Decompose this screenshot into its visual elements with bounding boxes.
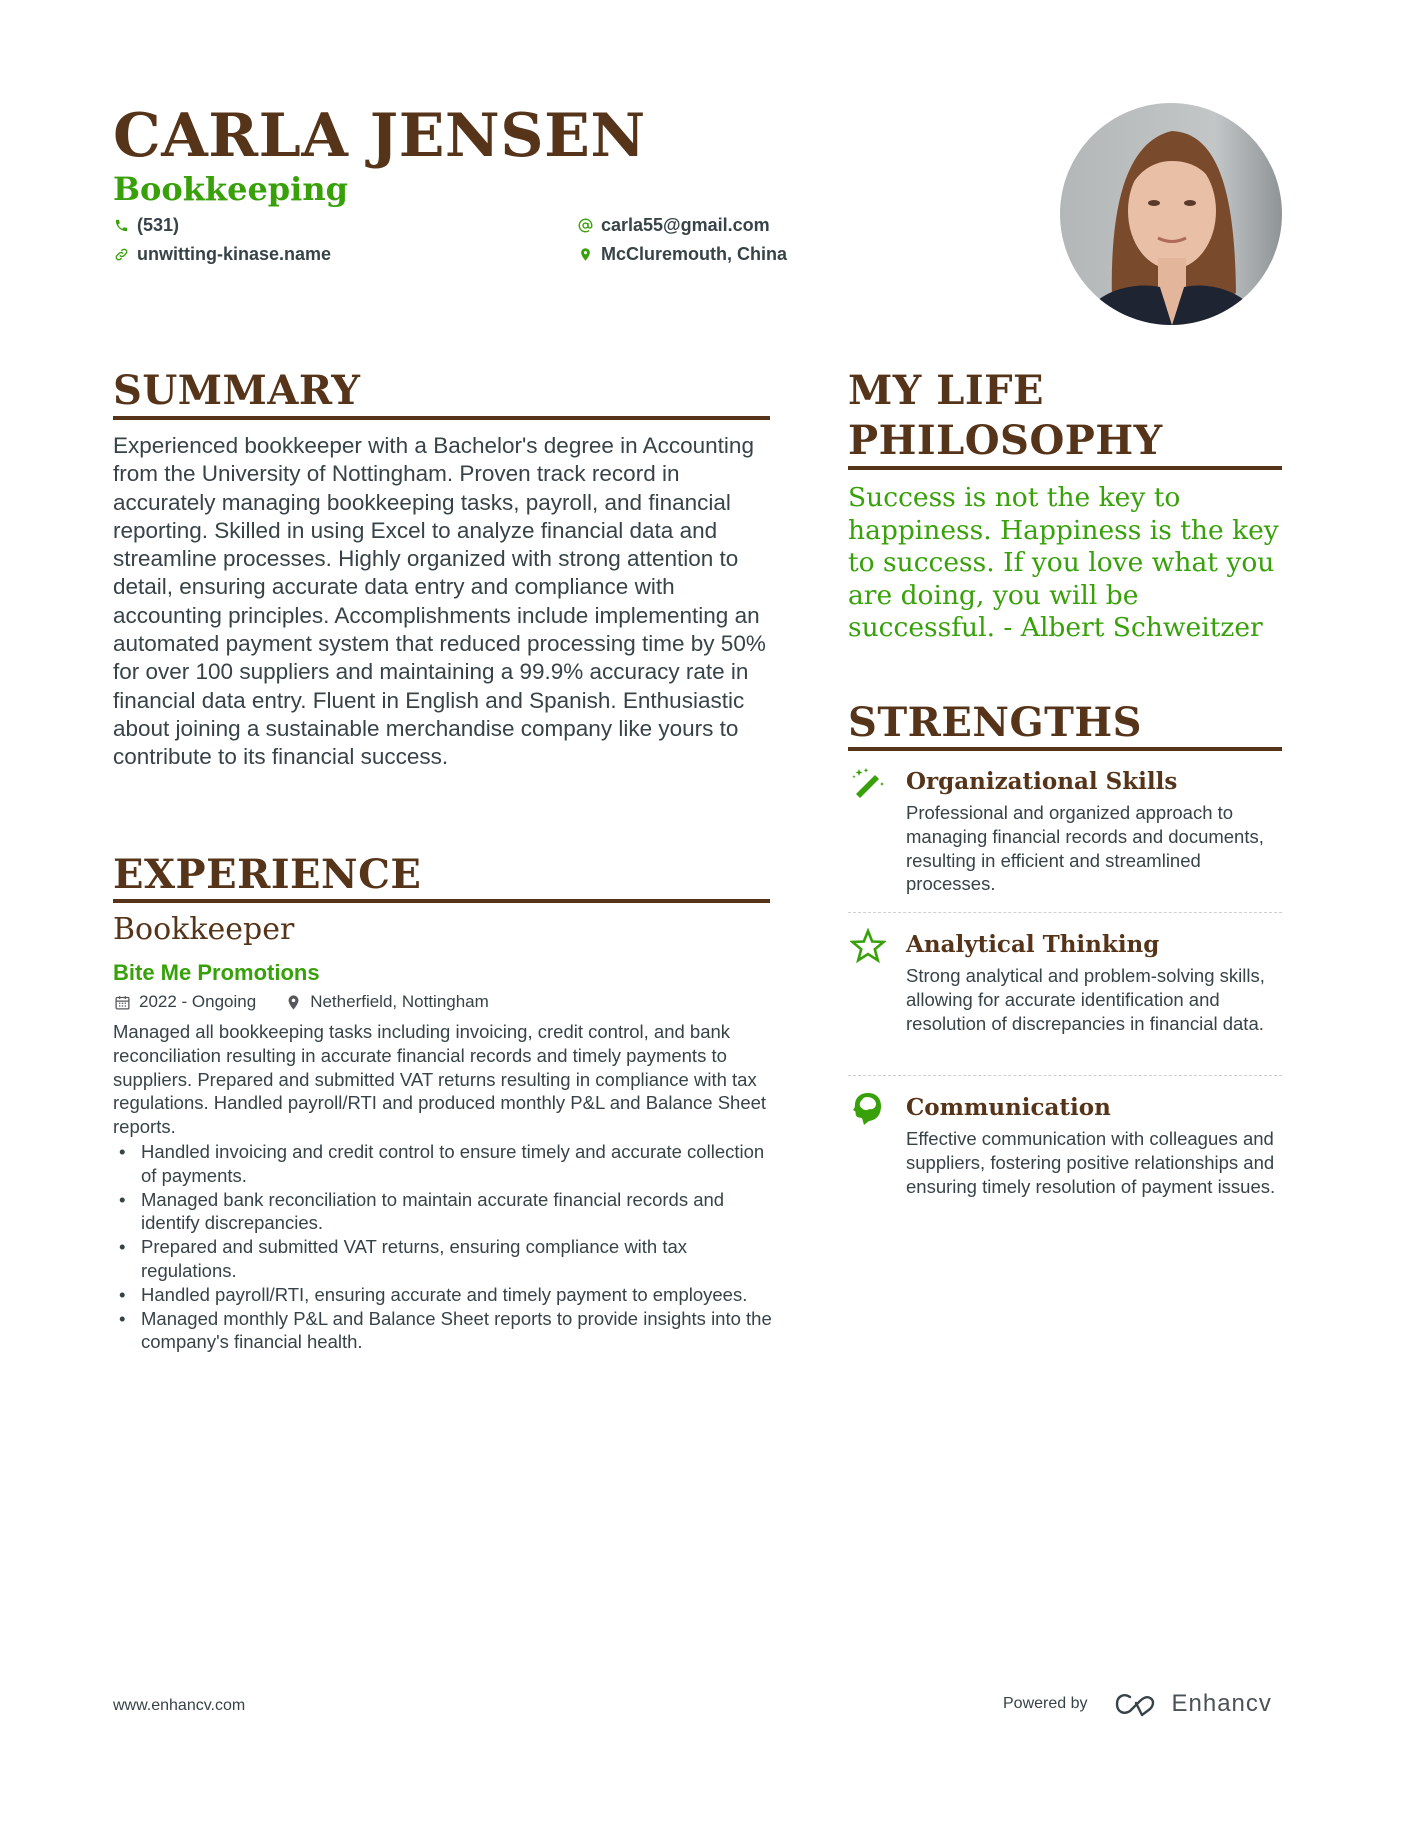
contact-phone [113,213,179,237]
summary-divider [113,416,770,420]
summary-text: Experienced bookkeeper with a Bachelor's degree in Accounting from the University of Nottingham. Proven track record in accurately managing bookkeeping tasks, payroll, and financial reporting. Skilled in using Excel to analyze financial data and streamline processes. Highly organized with strong attention to detail, ensuring accurate data entry and compliance with accounting principles. Accomplishments include implementing an automated payment system that reduced processing time by 50% for over 100 suppliers and maintaining a 99.9% accuracy rate in financial data entry. Fluent in English and Spanish. Enthusiastic about joining a sustainable merchandise company like yours to contribute to its financial success. [113,433,766,770]
phone-icon [113,217,129,233]
job-dates: 2022 - Ongoing [139,992,257,1011]
job-meta [113,990,489,1014]
star-icon [850,928,886,964]
phone-value: (531) [137,215,180,235]
head-brain-icon [850,1091,886,1127]
strength-title: Analytical Thinking [906,931,1160,958]
job-bullet: • Prepared and submitted VAT returns, ensuring compliance with tax regulations. [113,1235,778,1283]
summary-heading: SUMMARY [113,367,361,414]
link-icon [113,246,129,262]
strength-title: Communication [906,1094,1111,1121]
experience-heading: EXPERIENCE [113,851,422,898]
experience-divider [113,899,770,903]
contact-email[interactable] [577,213,770,237]
map-pin-icon [284,993,302,1011]
job-bullet: • Handled payroll/RTI, ensuring accurate and timely payment to employees. [113,1283,778,1307]
at-icon [577,217,593,233]
strengths-heading: STRENGTHS [848,699,1143,746]
job-description: Managed all bookkeeping tasks including invoicing, credit control, and bank reconciliation resulting in accurate financial records and timely payments to suppliers. Prepared and submitted VAT returns resulting in compliance with tax regulations. Handled payroll/RTI and produced monthly P&L and Balance Sheet reports. [113,1021,767,1138]
footer-website-link[interactable]: www.enhancv.com [113,1697,246,1714]
job-bullet: • Handled invoicing and credit control to ensure timely and accurate collection of payments. [113,1140,778,1188]
philosophy-heading-line1: MY LIFE [848,367,1044,414]
strength-separator [848,912,1282,913]
footer-branding[interactable] [1003,1690,1272,1718]
strength-description: Professional and organized approach to managing financial records and documents, resulting in efficient and streamlined processes. [906,802,1264,895]
job-company: Bite Me Promotions [113,960,320,985]
magic-wand-icon [850,765,886,801]
job-bullet: • Managed monthly P&L and Balance Sheet reports to provide insights into the company's financial health. [113,1307,778,1355]
philosophy-heading-line2: PHILOSOPHY [848,417,1163,464]
powered-by-label: Powered by [1003,1695,1088,1712]
job-role: Bookkeeper [113,912,295,947]
contact-website[interactable] [113,242,331,266]
job-bullet: • Managed bank reconciliation to maintain accurate financial records and identify discrepancies. [113,1188,778,1236]
email-link[interactable]: carla55@gmail.com [601,215,770,235]
strength-separator [848,1075,1282,1076]
philosophy-divider [848,466,1282,470]
website-link[interactable]: unwitting-kinase.name [137,244,332,264]
philosophy-quote: Success is not the key to happiness. Happiness is the key to success. If you love what you are doing, you will be successful. - Albert Schweitzer [848,482,1279,644]
job-location: Netherfield, Nottingham [310,992,489,1011]
enhancv-brand: Enhancv [1171,1690,1272,1717]
candidate-name: CARLA JENSEN [113,101,646,171]
strength-description: Strong analytical and problem-solving skills, allowing for accurate identification and resolution of discrepancies in financial data. [906,965,1265,1034]
strength-description: Effective communication with colleagues and suppliers, fostering positive relationships and ensuring timely resolution of payment issues. [906,1128,1276,1197]
candidate-title: Bookkeeping [113,170,348,208]
map-pin-icon [577,246,593,262]
calendar-icon [113,993,131,1011]
job-bullets [113,1140,778,1354]
location-value: McCluremouth, China [601,244,788,264]
profile-photo [1060,103,1282,325]
strengths-divider [848,747,1282,751]
enhancv-logo-icon [1114,1691,1162,1717]
strength-title: Organizational Skills [906,768,1178,795]
contact-location [577,242,787,266]
